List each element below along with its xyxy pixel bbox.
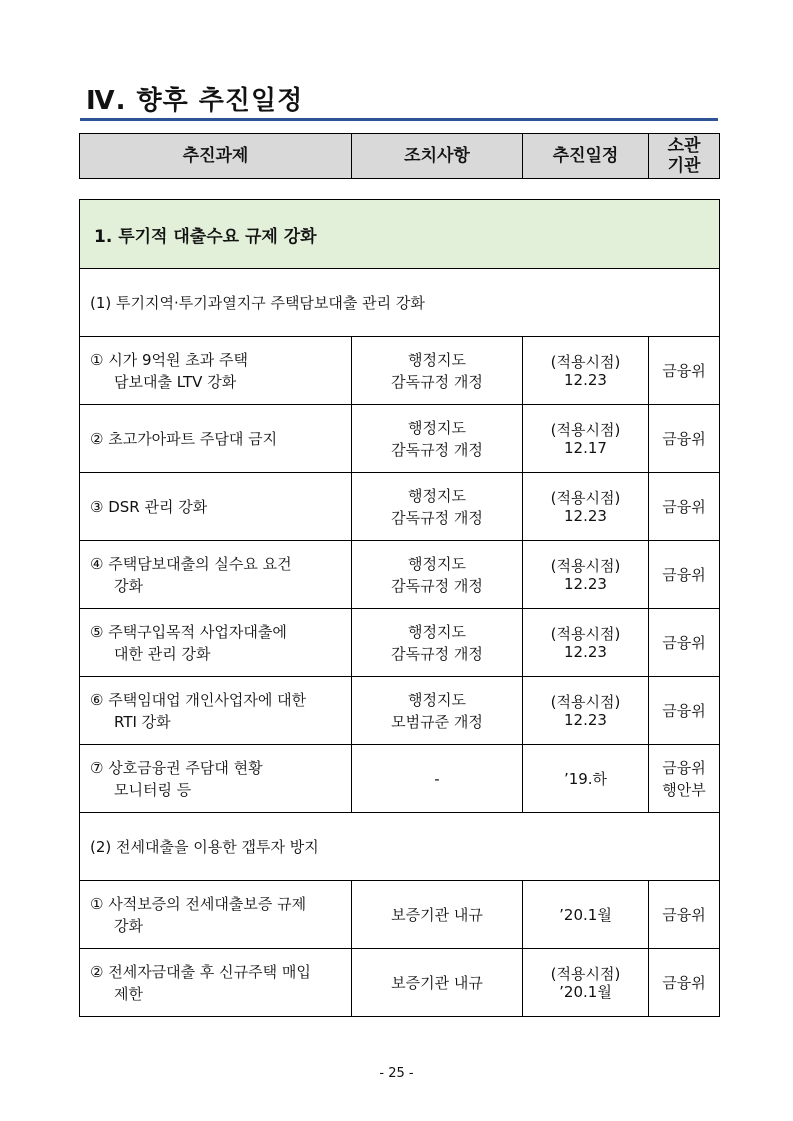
table-row bbox=[80, 677, 720, 745]
action-cell bbox=[352, 881, 523, 949]
action-cell bbox=[352, 609, 523, 677]
header-schedule: 추진일정 bbox=[523, 134, 649, 179]
org-cell bbox=[649, 541, 720, 609]
header-org-line2: 기관 bbox=[667, 156, 701, 176]
org-line: 금융위 bbox=[662, 565, 706, 584]
header-task: 추진과제 bbox=[80, 134, 352, 179]
org-line: 금융위 bbox=[662, 497, 706, 516]
schedule-table bbox=[79, 199, 720, 1017]
task-line: ④ 주택담보대출의 실수요 요건 bbox=[90, 554, 292, 573]
schedule-line: 12.23 bbox=[564, 710, 607, 729]
table-row bbox=[80, 745, 720, 813]
task-line: ⑥ 주택임대업 개인사업자에 대한 bbox=[90, 690, 307, 709]
action-line: 보증기관 내규 bbox=[391, 973, 483, 992]
org-line: 행안부 bbox=[662, 780, 706, 799]
task-line: RTI 강화 bbox=[114, 712, 171, 731]
org-cell bbox=[649, 473, 720, 541]
schedule-cell bbox=[523, 541, 649, 609]
schedule-line: 12.23 bbox=[564, 506, 607, 525]
action-line: - bbox=[434, 769, 440, 788]
subsection-row bbox=[80, 813, 720, 881]
schedule-line: 12.23 bbox=[564, 370, 607, 389]
page-number: - 25 - bbox=[379, 1066, 414, 1081]
action-cell bbox=[352, 337, 523, 405]
section-row bbox=[80, 200, 720, 269]
table-row bbox=[80, 609, 720, 677]
org-cell bbox=[649, 881, 720, 949]
org-cell bbox=[649, 337, 720, 405]
action-line: 행정지도 bbox=[408, 418, 466, 437]
schedule-line: (적용시점) bbox=[550, 488, 621, 507]
table-row bbox=[80, 473, 720, 541]
task-cell bbox=[80, 881, 352, 949]
subsection-title: (2) 전세대출을 이용한 갭투자 방지 bbox=[80, 813, 720, 881]
schedule-cell bbox=[523, 405, 649, 473]
table-row bbox=[80, 881, 720, 949]
org-line: 금융위 bbox=[662, 973, 706, 992]
task-cell bbox=[80, 405, 352, 473]
action-cell bbox=[352, 745, 523, 813]
subsection-row bbox=[80, 269, 720, 337]
schedule-cell bbox=[523, 745, 649, 813]
schedule-cell bbox=[523, 677, 649, 745]
task-line: 강화 bbox=[114, 576, 143, 595]
action-line: 행정지도 bbox=[408, 622, 466, 641]
schedule-line: (적용시점) bbox=[550, 556, 621, 575]
action-line: 행정지도 bbox=[408, 690, 466, 709]
schedule-line: (적용시점) bbox=[550, 692, 621, 711]
schedule-line: (적용시점) bbox=[550, 352, 621, 371]
table-row bbox=[80, 337, 720, 405]
schedule-line: 12.17 bbox=[564, 438, 607, 457]
action-line: 감독규정 개정 bbox=[391, 372, 483, 391]
action-line: 행정지도 bbox=[408, 350, 466, 369]
header-org-line1: 소관 bbox=[667, 136, 701, 156]
org-line: 금융위 bbox=[662, 429, 706, 448]
org-cell bbox=[649, 405, 720, 473]
header-action: 조치사항 bbox=[352, 134, 523, 179]
task-cell bbox=[80, 745, 352, 813]
schedule-line: (적용시점) bbox=[550, 624, 621, 643]
schedule-cell bbox=[523, 881, 649, 949]
task-line: 대한 관리 강화 bbox=[114, 644, 211, 663]
schedule-cell bbox=[523, 609, 649, 677]
title-underline bbox=[80, 118, 718, 121]
action-line: 감독규정 개정 bbox=[391, 576, 483, 595]
schedule-line: (적용시점) bbox=[550, 420, 621, 439]
org-line: 금융위 bbox=[662, 758, 706, 777]
task-line: ③ DSR 관리 강화 bbox=[90, 497, 208, 516]
task-line: ① 사적보증의 전세대출보증 규제 bbox=[90, 894, 307, 913]
action-cell bbox=[352, 473, 523, 541]
action-line: 감독규정 개정 bbox=[391, 508, 483, 527]
org-line: 금융위 bbox=[662, 633, 706, 652]
schedule-cell bbox=[523, 949, 649, 1017]
task-line: 모니터링 등 bbox=[114, 780, 192, 799]
action-cell bbox=[352, 949, 523, 1017]
subsection-title: (1) 투기지역·투기과열지구 주택담보대출 관리 강화 bbox=[80, 269, 720, 337]
action-line: 보증기관 내규 bbox=[391, 905, 483, 924]
task-line: ⑤ 주택구입목적 사업자대출에 bbox=[90, 622, 287, 641]
task-cell bbox=[80, 609, 352, 677]
schedule-line: 12.23 bbox=[564, 574, 607, 593]
task-cell bbox=[80, 541, 352, 609]
page-title: Ⅳ. 향후 추진일정 bbox=[86, 86, 304, 116]
org-cell bbox=[649, 745, 720, 813]
schedule-line: ’20.1월 bbox=[559, 982, 612, 1001]
org-cell bbox=[649, 609, 720, 677]
schedule-line: ’20.1월 bbox=[559, 905, 612, 924]
task-line: ⑦ 상호금융권 주담대 현황 bbox=[90, 758, 263, 777]
task-cell bbox=[80, 949, 352, 1017]
table-row bbox=[80, 949, 720, 1017]
task-line: ② 전세자금대출 후 신규주택 매입 bbox=[90, 962, 311, 981]
action-line: 행정지도 bbox=[408, 554, 466, 573]
schedule-cell bbox=[523, 337, 649, 405]
org-line: 금융위 bbox=[662, 905, 706, 924]
action-line: 모범규준 개정 bbox=[391, 712, 483, 731]
table-row bbox=[80, 405, 720, 473]
schedule-line: ’19.하 bbox=[563, 769, 608, 788]
task-cell bbox=[80, 337, 352, 405]
task-cell bbox=[80, 677, 352, 745]
table-row bbox=[80, 541, 720, 609]
schedule-table-header bbox=[79, 133, 720, 179]
task-line: ① 시가 9억원 초과 주택 bbox=[90, 350, 248, 369]
org-line: 금융위 bbox=[662, 361, 706, 380]
task-cell bbox=[80, 473, 352, 541]
org-cell bbox=[649, 949, 720, 1017]
action-line: 감독규정 개정 bbox=[391, 644, 483, 663]
org-cell bbox=[649, 677, 720, 745]
action-line: 감독규정 개정 bbox=[391, 440, 483, 459]
schedule-line: (적용시점) bbox=[550, 964, 621, 983]
schedule-cell bbox=[523, 473, 649, 541]
task-line: 강화 bbox=[114, 916, 143, 935]
task-line: 제한 bbox=[114, 984, 143, 1003]
task-line: 담보대출 LTV 강화 bbox=[114, 372, 237, 391]
org-line: 금융위 bbox=[662, 701, 706, 720]
action-cell bbox=[352, 405, 523, 473]
action-cell bbox=[352, 677, 523, 745]
action-line: 행정지도 bbox=[408, 486, 466, 505]
task-line: ② 초고가아파트 주담대 금지 bbox=[90, 429, 278, 448]
section-title: 1. 투기적 대출수요 규제 강화 bbox=[80, 200, 720, 269]
header-org bbox=[649, 134, 720, 179]
action-cell bbox=[352, 541, 523, 609]
schedule-line: 12.23 bbox=[564, 642, 607, 661]
